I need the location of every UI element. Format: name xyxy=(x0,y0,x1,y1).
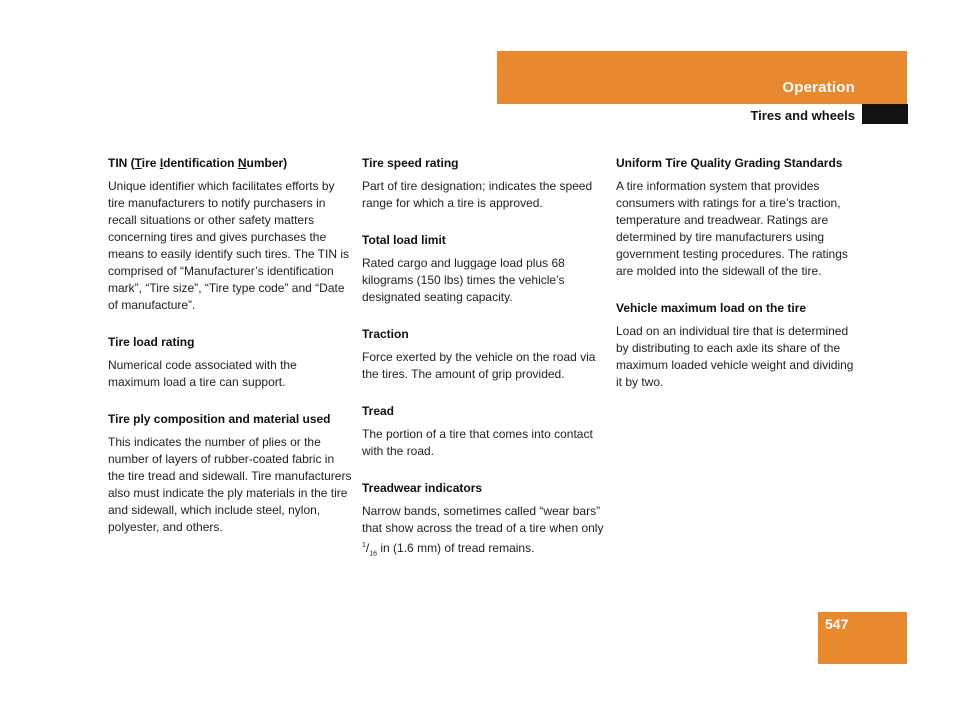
subsection-title: Tires and wheels xyxy=(750,108,855,123)
term-utqgs: Uniform Tire Quality Grading Standards xyxy=(616,156,843,170)
term-traction: Traction xyxy=(362,327,409,341)
desc-treadwear-indicators: Narrow bands, sometimes called “wear bars” that show across the tread of a tire when only $^1/_{16}$ in (1.6 mm) of tread remains. xyxy=(362,504,604,558)
desc-traction: Force exerted by the vehicle on the road via the tires. The amount of grip provided. xyxy=(362,350,596,381)
column-3 xyxy=(616,155,862,411)
desc-total-load-limit: Rated cargo and luggage load plus 68 kilograms (150 lbs) times the vehicle’s designated seating capacity. xyxy=(362,256,565,304)
desc-tin: Unique identifier which facilitates efforts by tire manufacturers to notify purchasers in recall situations or other safety matters concerning tires and gives purchases the means to easily identify such tires. The TIN is comprised of “Manufacturer’s identification mark”, “Tire size”, “Tire type code” and “Date of manufacture”. xyxy=(108,179,349,312)
term-total-load-limit: Total load limit xyxy=(362,233,446,247)
section-tab-marker xyxy=(862,104,908,124)
desc-utqgs: A tire information system that provides consumers with ratings for a tire’s traction, temperature and treadwear. Ratings are determined by tire manufacturers using government testing procedures. The ratings are molded into the sidewall of the tire. xyxy=(616,179,848,278)
desc-tire-load-rating: Numerical code associated with the maximum load a tire can support. xyxy=(108,358,297,389)
term-tire-load-rating: Tire load rating xyxy=(108,335,195,349)
column-1 xyxy=(108,155,352,556)
term-vehicle-max-load: Vehicle maximum load on the tire xyxy=(616,301,807,315)
header-bar xyxy=(497,51,907,104)
desc-tire-ply-composition: This indicates the number of plies or the number of layers of rubber-coated fabric in the tire tread and sidewall. Tire manufacturers also must indicate the ply materials in the tire and sidewall, which include steel, nylon, polyester, and others. xyxy=(108,435,352,534)
desc-tread: The portion of a tire that comes into contact with the road. xyxy=(362,427,593,458)
page-number-box xyxy=(818,612,907,664)
term-tire-speed-rating: Tire speed rating xyxy=(362,156,459,170)
section-title: Operation xyxy=(782,79,855,96)
term-tire-ply-composition: Tire ply composition and material used xyxy=(108,412,331,426)
desc-vehicle-max-load: Load on an individual tire that is determined by distributing to each axle its share of the maximum loaded vehicle weight and dividing it by two. xyxy=(616,324,854,389)
column-2 xyxy=(362,155,606,582)
fraction: $^1/_{16}$ xyxy=(362,541,378,558)
term-tin: TIN (Tire Identification Number) xyxy=(108,156,288,170)
page-number: 547 xyxy=(825,616,849,632)
term-treadwear-indicators: Treadwear indicators xyxy=(362,481,483,495)
term-tread: Tread xyxy=(362,404,395,418)
desc-tire-speed-rating: Part of tire designation; indicates the speed range for which a tire is approved. xyxy=(362,179,593,210)
